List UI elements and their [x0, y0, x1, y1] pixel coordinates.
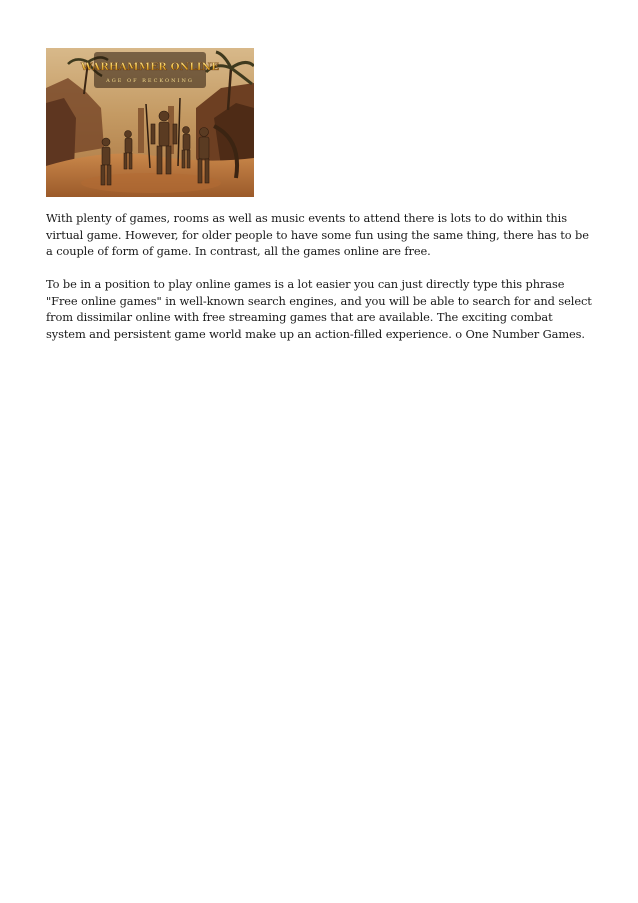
- logo-subtitle-text: AGE OF RECKONING: [106, 78, 194, 84]
- logo-title-text: WARHAMMER ONLINE: [80, 61, 220, 73]
- article-body: [46, 210, 592, 359]
- paragraph: To be in a position to play online games is a lot easier you can just directly type this phrase "Free online games" in well-known search engines, and you will be able to search for and select from dissimilar online with free streaming games that are available. The exciting combat system and persistent game world make up an action-filled experience. o One Number Games.: [46, 277, 592, 341]
- paragraph: With plenty of games, rooms as well as music events to attend there is lots to do within this virtual game. However, for older people to have some fun using the same thing, there has to be a couple of form of game. In contrast, all the games online are free.: [46, 211, 589, 258]
- game-screenshot-image: [46, 48, 254, 197]
